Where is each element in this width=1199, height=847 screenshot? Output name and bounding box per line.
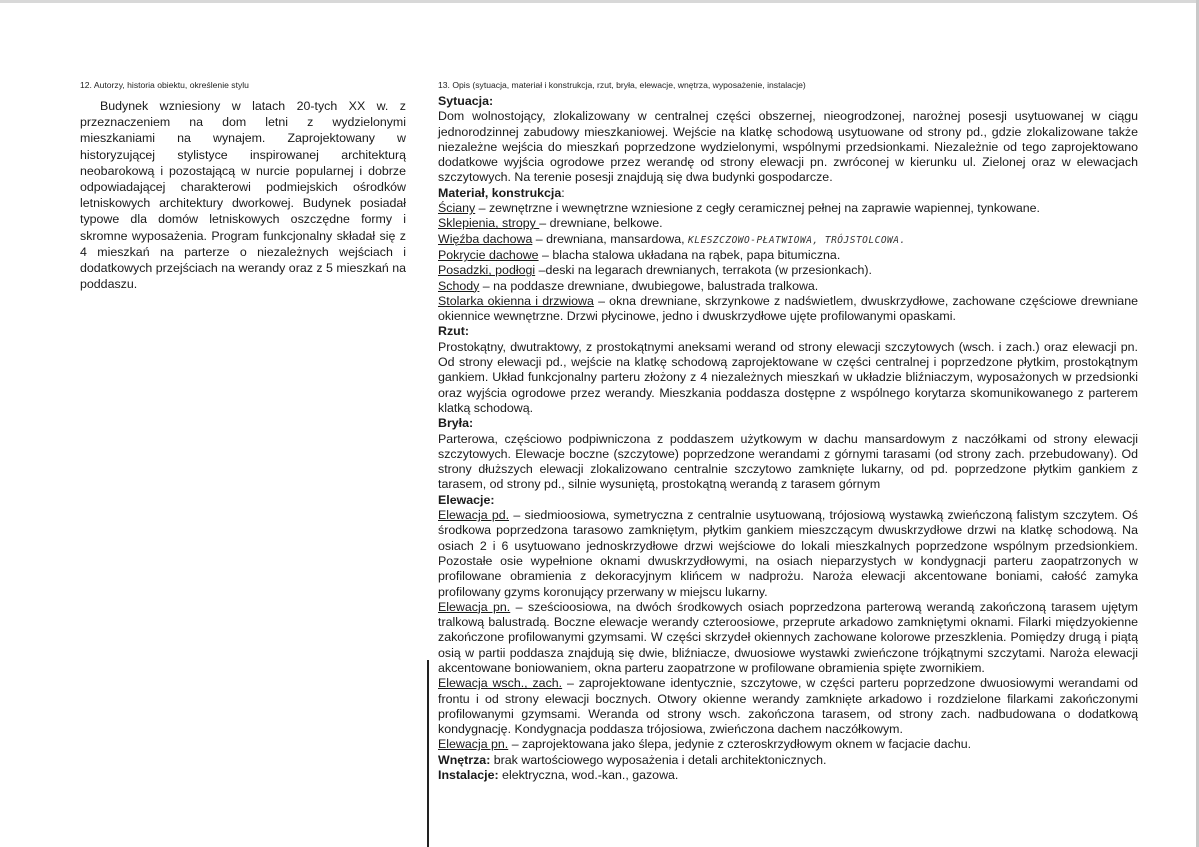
material-text: – drewniana, mansardowa,: [532, 231, 689, 246]
material-label: Stolarka okienna i drzwiowa: [438, 293, 594, 308]
material-title-text: Materiał, konstrukcja: [438, 185, 562, 200]
instalacje-title: Instalacje:: [438, 768, 499, 783]
material-item: [438, 263, 1138, 278]
elewacja-label: Elewacja pd.: [438, 508, 510, 523]
material-label: Więźba dachowa: [438, 231, 533, 246]
material-title-colon: :: [561, 185, 565, 200]
elewacja-text: – zaprojektowana jako ślepa, jedynie z czteroskrzydłowym oknem w facjacie dachu.: [508, 737, 972, 752]
material-item: [438, 201, 1138, 216]
history-heading: 12. Autorzy, historia obiektu, określenie stylu: [80, 80, 249, 90]
elewacja-label: Elewacja pn.: [438, 737, 509, 752]
instalacje-line: [438, 768, 1138, 783]
sytuacja-text: Dom wolnostojący, zlokalizowany w centralnej części obszernej, nieogrodzonej, narożnej posesji usytuowanej w ciągu jednorodzinnej zabudowy mieszkaniowej. Wejście na klatkę schodową usytuowane od strony pd., gdzie zlokalizowane także niezależne wejścia do mieszkań poprzedzone wydzielonymi, wspólnymi przedsionkami. Niezależnie od tego zaprojektowano dodatkowe wyjścia ogrodowe przez werandę od strony elewacji pn. zwróconej w kierunku ul. Zielonej oraz w elewacjach szczytowych. Na terenie posesji znajdują się dwa budynki gospodarcze.: [438, 109, 1138, 185]
elewacje-title: Elewacje:: [438, 492, 495, 507]
material-text: –deski na legarach drewnianych, terrakota (w przesionkach).: [535, 263, 872, 278]
material-text: – zewnętrzne i wewnętrzne wzniesione z cegły ceramicznej pełnej na zaprawie wapiennej, tynkowane.: [475, 201, 1040, 216]
material-item: [438, 232, 1138, 248]
description-section: [438, 80, 1138, 783]
elewacja-text: – siedmioosiowa, symetryczna z centralnie usytuowaną, trójosiową wystawką zwieńczoną falistym szczytem. Oś środkowa poprzedzona tarasowo zamkniętym, płytkim gankiem mieszczącym dwuskrzydłowe drzwi na klatkę schodową. Na osiach 2 i 6 usytuowano jednoskrzydłowe drzwi wejściowe do lokali mieszkalnych poprzedzone wspólnym przedsionkiem. Pozostałe osie wypełnione oknami dwuskrzydłowymi, na osiach nieparzystych w kondygnacji parteru zaopatrzonych w profilowane obramienia z dekoracyjnym klińcem w nadprożu. Naroża elewacji akcentowane boniami, całość zamyka profilowany gzyms koronujący przerwany w miejscu lukarny.: [438, 508, 1138, 599]
material-text: – okna drewniane, skrzynkowe z nadświetlem, dwuskrzydłowe, zachowane częściowe drewniane okiennice wewnętrzne. Drzwi płycinowe, jedno i dwuskrzydłowe ujęte profilowanymi opaskami.: [438, 293, 1138, 324]
material-label: Ściany: [438, 201, 476, 216]
material-label: Sklepienia, stropy: [438, 216, 540, 231]
material-item: [438, 294, 1138, 325]
material-item: [438, 279, 1138, 294]
wnetrza-title: Wnętrza:: [438, 752, 491, 767]
elewacja-item: [438, 676, 1138, 737]
elewacja-item: [438, 737, 1138, 752]
history-text: Budynek wzniesiony w latach 20-tych XX w. z przeznaczeniem na dom letni z wydzielonymi mieszkaniami na wynajem. Zaprojektowany w historyzującej stylistyce inspirowanej architekturą neobarokową i pozostającą w nurcie popularnej i dobrze odpowiadającej charakterowi podmiejskich ośrodków letniskowych architektury dworkowej. Budynek posiadał typowe dla domów letniskowych oszczędne formy i skromne wyposażenia. Program funkcjonalny składał się z 4 mieszkań na parterze o niezależnych wejściach i dodatkowych przejściach na werandy oraz z 5 mieszkań na poddaszu.: [80, 99, 406, 292]
wnetrza-text: brak wartościowego wyposażenia i detali architektonicznych.: [490, 752, 827, 767]
handwritten-note: KLESZCZOWO-PŁATWIOWA, TRÓJSTOLCOWA.: [688, 234, 906, 246]
material-item: [438, 248, 1138, 263]
material-text: – blacha stalowa układana na rąbek, papa bitumiczna.: [538, 247, 841, 262]
rzut-title: Rzut:: [438, 324, 469, 339]
description-heading: 13. Opis (sytuacja, materiał i konstrukcja, rzut, bryła, elewacje, wnętrza, wyposażenie, instalacje): [438, 80, 806, 90]
elewacja-item: [438, 508, 1138, 600]
material-item: [438, 216, 1138, 231]
material-label: Schody: [438, 278, 480, 293]
wnetrza-line: [438, 753, 1138, 768]
scan-edge-top: [0, 0, 1199, 3]
bryla-title: Bryła:: [438, 416, 474, 431]
elewacja-item: [438, 600, 1138, 676]
sytuacja-title: Sytuacja:: [438, 94, 494, 108]
elewacja-label: Elewacja pn.: [438, 599, 511, 614]
rzut-text: Prostokątny, dwutraktowy, z prostokątnymi aneksami werand od strony elewacji szczytowych (wsch. i zach.) oraz elewacji pn. Od strony elewacji pd., wejście na klatkę schodową zaprojektowane w części centralnej i poprzedzone płytkim, prostokątnym gankiem. Układ funkcjonalny parteru złożony z 4 niezależnych mieszkań w układzie bliźniaczym, wyposażonych w przedsionki oraz wyjścia ogrodowe przez werandy. Mieszkania poddasza dostępne z wspólnego korytarza skomunikowanego z parterem klatką schodową.: [438, 339, 1138, 415]
material-label: Posadzki, podłogi: [438, 263, 536, 278]
material-title: [438, 186, 1138, 201]
instalacje-text: elektryczna, wod.-kan., gazowa.: [498, 768, 679, 783]
material-label: Pokrycie dachowe: [438, 247, 539, 262]
history-section: [80, 80, 406, 292]
elewacja-text: – sześcioosiowa, na dwóch środkowych osiach poprzedzona parterową werandą zakończoną tarasem ujętym tralkową balustradą. Boczne elewacje werandy czteroosiowe, przeprute arkadowo zamkniętymi oknami. Filarki międzyokienne zakończone profilowanymi gzymsami. W części skrzydeł okiennych zachowane kolorowe przeszklenia. Pomiędzy drugą i piątą osią w partii poddasza znajdują się dwie, bliźniacze, dwuosiowe wystawki zwieńczone trójkątnymi szczytami. Naroża elewacji akcentowane boniowaniem, okna parteru zaopatrzone w profilowane obramienia spięte zwornikiem.: [438, 599, 1138, 675]
elewacja-text: – zaprojektowane identycznie, szczytowe, w części parteru poprzedzone dwuosiowymi werandami od frontu i od strony elewacji bocznych. Otwory okienne werandy zamknięte arkadowo i rozdzielone filarkami zakończonymi profilowanymi gzymsami. Weranda od strony wsch. zakończona tarasem, od strony zach. nadbudowana o dodatkową kondygnację. Kondygnacja poddasza trójosiowa, zwieńczona dachem naczółkowym.: [438, 676, 1138, 737]
material-text: – drewniane, belkowe.: [539, 216, 663, 231]
material-text: – na poddasze drewniane, dwubiegowe, balustrada tralkowa.: [479, 278, 819, 293]
elewacja-label: Elewacja wsch., zach.: [438, 676, 563, 691]
bryla-text: Parterowa, częściowo podpiwniczona z poddaszem użytkowym w dachu mansardowym z naczółkami od strony elewacji szczytowych. Elewacje boczne (szczytowe) poprzedzone werandami z górnymi tarasami (od strony zach. przebudowany). Od strony dłuższych elewacji zlokalizowano centralnie szczytowo zamknięte lukarny, od pd. poprzedzone płytkim gankiem z tarasem, od strony pd., silnie wysuniętą, prostokątną werandą z tarasem górnym: [438, 431, 1138, 492]
column-divider: [427, 660, 429, 847]
